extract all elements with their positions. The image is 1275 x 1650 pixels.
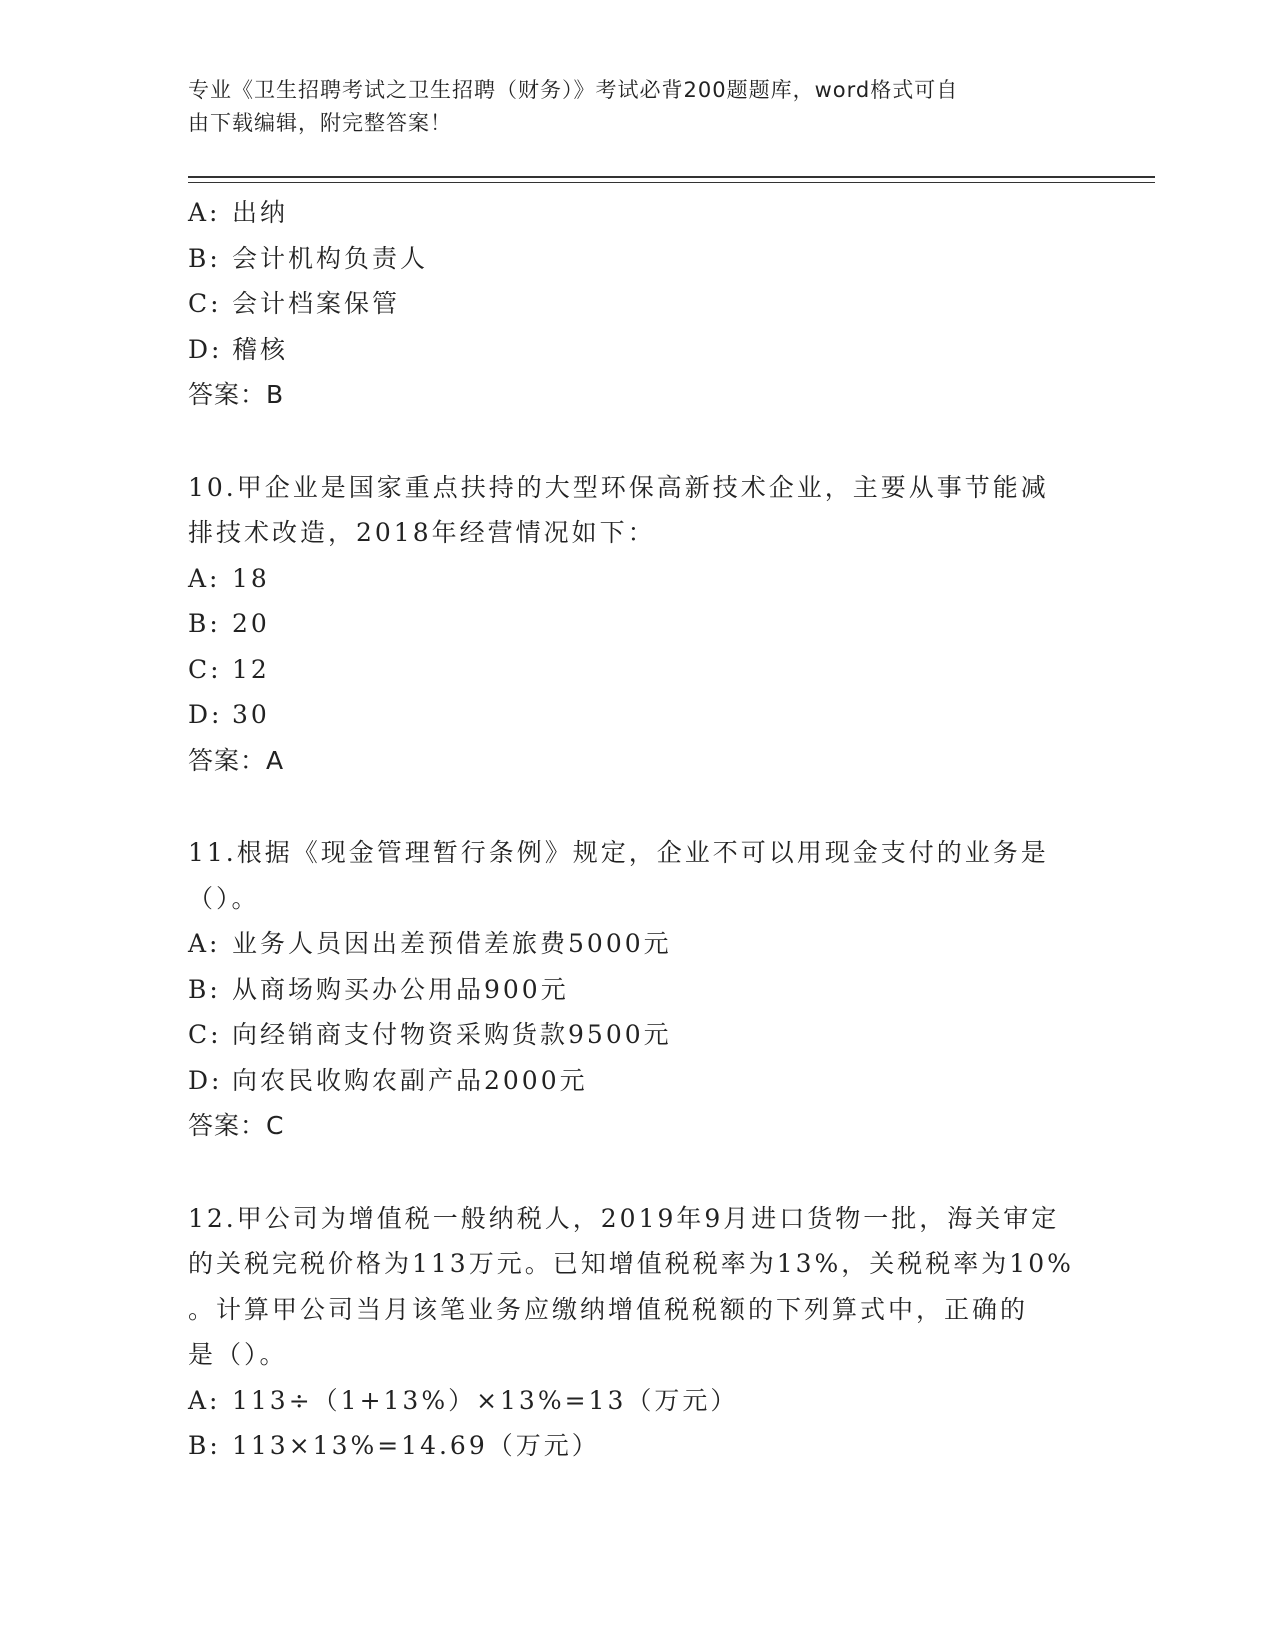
option-label: A:	[188, 198, 221, 227]
question-text-line: 11.根据《现金管理暂行条例》规定，企业不可以用现金支付的业务是	[188, 838, 1049, 867]
option-a	[188, 190, 1108, 236]
option-a	[188, 1378, 1108, 1424]
option-d	[188, 1058, 1108, 1104]
question-text-line: 排技术改造，2018年经营情况如下：	[188, 518, 656, 547]
option-text: 向经销商支付物资采购货款9500元	[232, 1020, 672, 1049]
option-label: C:	[188, 1020, 222, 1049]
question-text-line: 12.甲公司为增值税一般纳税人，2019年9月进口货物一批，海关审定	[188, 1203, 1060, 1233]
answer-line: 答案：A	[188, 745, 285, 775]
option-label: C:	[188, 289, 222, 318]
option-text: 30	[232, 700, 270, 729]
question-12	[188, 1196, 1108, 1469]
answer-line: 答案：B	[188, 380, 285, 409]
header-line-1: 专业《卫生招聘考试之卫生招聘（财务）》考试必背200题题库，word格式可自	[188, 78, 959, 102]
question-text-line: （）。	[188, 883, 260, 913]
option-d	[188, 327, 1108, 373]
option-label: B:	[188, 974, 221, 1004]
option-c	[188, 1012, 1108, 1058]
option-b	[188, 967, 1108, 1013]
option-b	[188, 601, 1108, 647]
option-label: D:	[188, 700, 223, 729]
option-a	[188, 556, 1108, 602]
option-a	[188, 921, 1108, 967]
option-text: 会计机构负责人	[232, 243, 429, 273]
option-c	[188, 647, 1108, 693]
option-text: 113÷（1+13%）×13%=13（万元）	[232, 1385, 739, 1415]
option-label: A:	[188, 1385, 221, 1415]
option-text: 向农民收购农副产品2000元	[232, 1065, 588, 1095]
question-text-line: 。计算甲公司当月该笔业务应缴纳增值税税额的下列算式中，正确的	[188, 1294, 1029, 1324]
option-text: 出纳	[232, 198, 289, 227]
option-label: D:	[188, 1065, 223, 1095]
question-10	[188, 465, 1108, 784]
option-text: 12	[232, 654, 270, 684]
document-header	[188, 74, 1088, 140]
header-divider-thin	[188, 182, 1155, 183]
question-content	[188, 190, 1108, 1469]
answer-line: 答案：C	[188, 1111, 285, 1140]
option-text: 稽核	[232, 334, 289, 364]
option-text: 业务人员因出差预借差旅费5000元	[232, 929, 672, 958]
option-d	[188, 692, 1108, 738]
option-c	[188, 281, 1108, 327]
question-text-line: 是（）。	[188, 1340, 288, 1369]
option-label: C:	[188, 654, 222, 684]
option-label: B:	[188, 1431, 221, 1460]
option-text: 从商场购买办公用品900元	[232, 974, 569, 1004]
question-text-line: 10.甲企业是国家重点扶持的大型环保高新技术企业，主要从事节能减	[188, 472, 1049, 502]
header-line-2: 由下载编辑，附完整答案！	[188, 111, 452, 135]
option-text: 113×13%=14.69（万元）	[232, 1431, 600, 1460]
question-text-line: 的关税完税价格为113万元。已知增值税税率为13%，关税税率为10%	[188, 1249, 1074, 1278]
question-11	[188, 830, 1108, 1149]
option-label: A:	[188, 929, 221, 958]
option-label: A:	[188, 563, 221, 593]
option-text: 18	[232, 563, 270, 593]
option-label: B:	[188, 243, 221, 273]
option-label: D:	[188, 334, 223, 364]
question-9	[188, 190, 1108, 418]
option-b	[188, 236, 1108, 282]
option-b	[188, 1423, 1108, 1469]
option-text: 会计档案保管	[232, 289, 401, 318]
header-divider-thick	[188, 176, 1155, 178]
option-text: 20	[232, 609, 270, 638]
option-label: B:	[188, 609, 221, 638]
